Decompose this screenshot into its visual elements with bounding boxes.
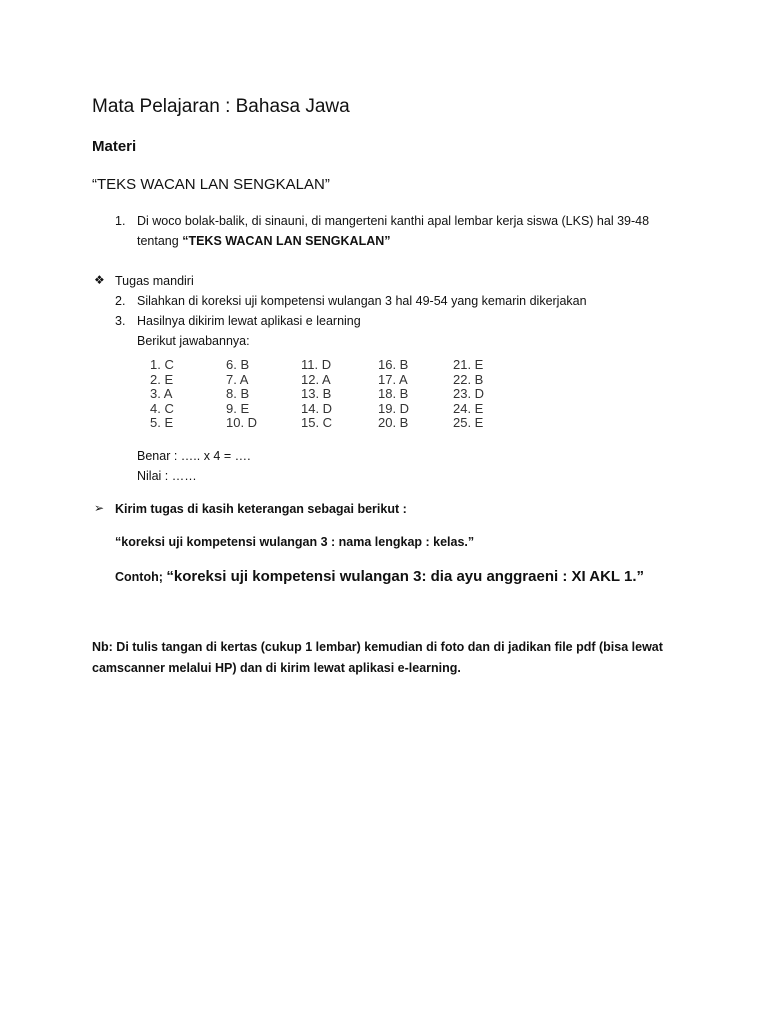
answer-column [378, 358, 458, 431]
item-1-topic: “TEKS WACAN LAN SENGKALAN” [182, 234, 391, 248]
item-3-text: Hasilnya dikirim lewat aplikasi e learning [137, 314, 361, 328]
kirim-instruction: Kirim tugas di kasih keterangan sebagai berikut : [115, 502, 407, 516]
answer-column [226, 358, 306, 431]
item-1-number: 1. [115, 214, 126, 228]
answer-item: 20. B [378, 415, 409, 430]
answer-item: 17. A [378, 371, 408, 387]
note-line-2: camscanner melalui HP) dan di kirim lewat aplikasi e-learning. [92, 661, 461, 675]
answer-item: 12. A [301, 371, 331, 387]
answer-item: 3. A [150, 386, 173, 401]
answer-item: 19. D [378, 400, 410, 416]
answer-item: 15. C [301, 415, 333, 430]
item-1-prefix: tentang [137, 234, 183, 248]
answer-item: 2. E [150, 371, 174, 387]
item-3-number: 3. [115, 314, 126, 328]
answer-column [301, 358, 381, 431]
section-label: Materi [92, 138, 137, 155]
answer-item: 24. E [453, 400, 484, 416]
diamond-bullet-icon: ❖ [94, 273, 105, 287]
page-title: Mata Pelajaran : Bahasa Jawa [92, 96, 350, 117]
answer-item: 4. C [150, 400, 174, 416]
answer-item: 18. B [378, 386, 409, 401]
tugas-label: Tugas mandiri [115, 274, 194, 288]
answer-item: 10. D [226, 415, 258, 430]
answer-item: 22. B [453, 371, 484, 387]
kirim-format: “koreksi uji kompetensi wulangan 3 : nama lengkap : kelas.” [115, 535, 475, 549]
item-1-line-2 [137, 234, 391, 248]
answer-item: 21. E [453, 357, 484, 372]
answer-item: 5. E [150, 415, 174, 430]
answer-item: 14. D [301, 400, 333, 416]
answer-item: 9. E [226, 400, 250, 416]
answer-item: 23. D [453, 386, 485, 401]
answers-intro: Berikut jawabannya: [137, 334, 250, 348]
score-benar: Benar : ….. x 4 = …. [137, 449, 251, 463]
answer-column [453, 358, 533, 431]
answer-item: 13. B [301, 386, 332, 401]
answer-item: 1. C [150, 357, 174, 372]
score-nilai: Nilai : …… [137, 469, 197, 483]
answer-item: 11. D [301, 357, 332, 372]
answer-item: 7. A [226, 371, 249, 387]
answer-item: 8. B [226, 386, 250, 401]
answer-item: 6. B [226, 357, 250, 372]
example-label: Contoh; [115, 570, 167, 584]
item-2-text: Silahkan di koreksi uji kompetensi wulangan 3 hal 49-54 yang kemarin dikerjakan [137, 294, 587, 308]
answer-item: 16. B [378, 357, 409, 372]
item-2-number: 2. [115, 294, 126, 308]
answer-column [150, 358, 230, 431]
answer-item: 25. E [453, 415, 484, 430]
item-1-line-1: Di woco bolak-balik, di sinauni, di mangerteni kanthi apal lembar kerja siswa (LKS) hal 39-48 [137, 214, 650, 228]
topic-heading: “TEKS WACAN LAN SENGKALAN” [92, 176, 330, 193]
kirim-example [115, 568, 644, 586]
example-text: “koreksi uji kompetensi wulangan 3: dia ayu anggraeni : XI AKL 1.” [166, 568, 644, 585]
note-line-1: Nb: Di tulis tangan di kertas (cukup 1 lembar) kemudian di foto dan di jadikan file pdf (bisa lewat [92, 640, 663, 654]
arrow-bullet-icon: ➢ [94, 501, 105, 515]
